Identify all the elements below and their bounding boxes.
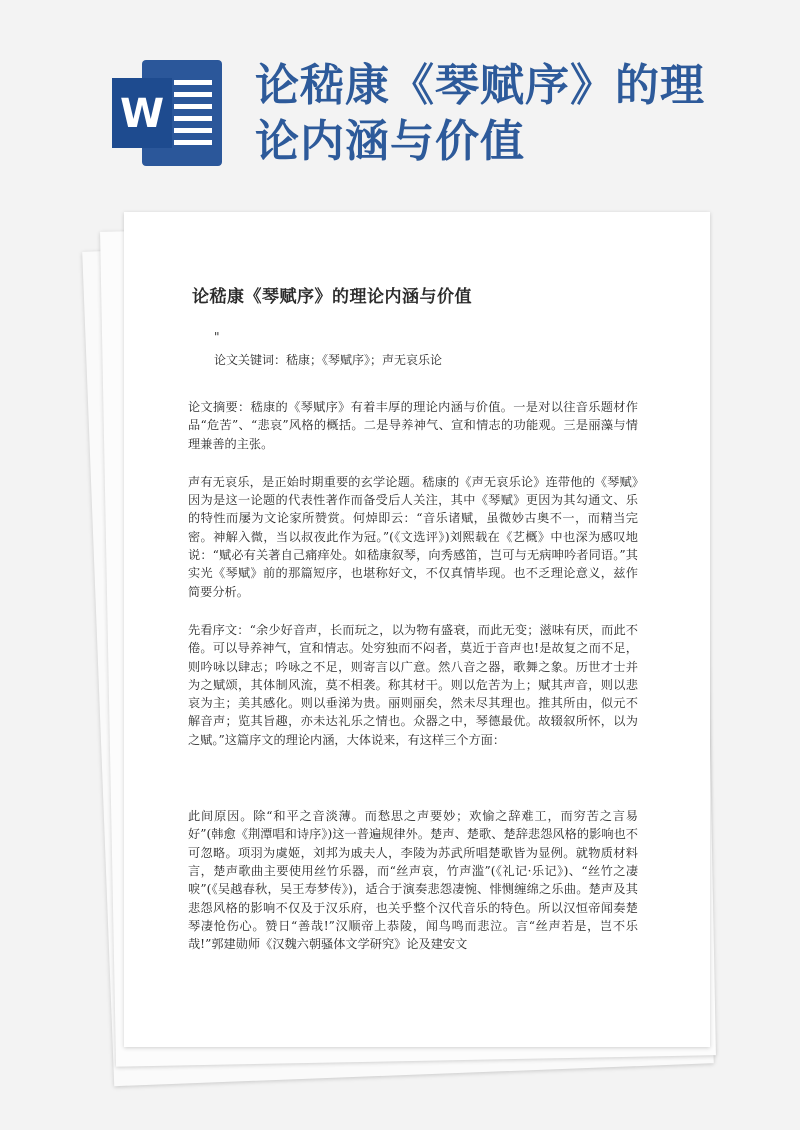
svg-text:W: W [119, 91, 165, 137]
body-paragraph-2: 先看序文：“余少好音声，长而玩之，以为物有盛衰，而此无变；滋味有厌，而此不倦。可以导养神气，宣和情志。处穷独而不闷者，莫近于音声也!是故复之而不足，则吟咏以肆志；吟咏之不足，则寄言以广意。然八音之器，歌舞之象。历世才士并为之赋颂，其体制风流，莫不相袭。称其材干。则以危苦为上；赋其声音，则以悲哀为主；美其感化。则以垂涕为贵。丽则丽矣，然未尽其理也。推其所由，似元不解音声；览其旨趣，亦未达礼乐之情也。众器之中，琴德最优。故辍叙所怀，以为之赋。”这篇序文的理论内涵，大体说来，有这样三个方面： [188, 622, 638, 747]
document-title: 论嵇康《琴赋序》的理论内涵与价值 [192, 287, 472, 307]
header-title [255, 58, 775, 170]
header-title-line1: 论嵇康《琴赋序》的理 [255, 60, 705, 111]
header-title-line2: 论内涵与价值 [255, 116, 525, 167]
word-icon [112, 60, 222, 166]
body-paragraph-3: 此间原因。除“和平之音淡薄。而愁思之声要妙；欢愉之辞难工，而穷苦之言易好”(韩愈《荆潭唱和诗序》)这一普遍规律外。楚声、楚歌、楚辞悲怨风格的影响也不可忽略。项羽为虞姬，刘邦为戚夫人，李陵为苏武所唱楚歌皆为显例。就物质材料言，楚声歌曲主要使用丝竹乐器，而“丝声哀，竹声滥”(《礼记·乐记》)、“丝竹之凄唳”(《吴越春秋，吴王寿梦传》)，适合于演奏悲怨凄惋、悱恻缠绵之乐曲。楚声及其悲怨风格的影响不仅及于汉乐府，也关乎整个汉代音乐的特色。所以汉恒帝闻奏楚琴凄怆伤心。赞日“善哉!”汉顺帝上恭陵，闻鸟鸣而悲泣。言“丝声若是，岂不乐哉!”郭建勋师《汉魏六朝骚体文学研究》论及建安文 [188, 809, 638, 952]
keywords: 论文关键词：嵇康；《琴赋序》；声无哀乐论 [214, 353, 443, 367]
body-paragraph-1: 声有无哀乐，是正始时期重要的玄学论题。嵇康的《声无哀乐论》连带他的《琴赋》因为是这一论题的代表性著作而备受后人关注，其中《琴赋》更因为其勾通文、乐的特性而屡为文论家所赞赏。何焯即云：“音乐诸赋，虽微妙古奥不一，而精当完密。神解入微，当以叔夜此作为冠。”(《文选评》)刘熙载在《艺概》中也深为感叹地说：“赋必有关著自己痛痒处。如嵇康叙琴，向秀感笛，岂可与无病呻吟者同语。”其实光《琴赋》前的那篇短序，也堪称好文，不仅真情毕现。也不乏理论意义，兹作简要分析。 [188, 474, 638, 599]
quote-mark: " [214, 330, 220, 344]
document-content [188, 282, 638, 973]
abstract-paragraph: 论文摘要：嵇康的《琴赋序》有着丰厚的理论内涵与价值。一是对以往音乐题材作品“危苦”、“悲哀”风格的概括。二是导养神气、宣和情志的功能观。三是丽藻与情理兼善的主张。 [188, 400, 638, 451]
spacer [188, 769, 638, 807]
